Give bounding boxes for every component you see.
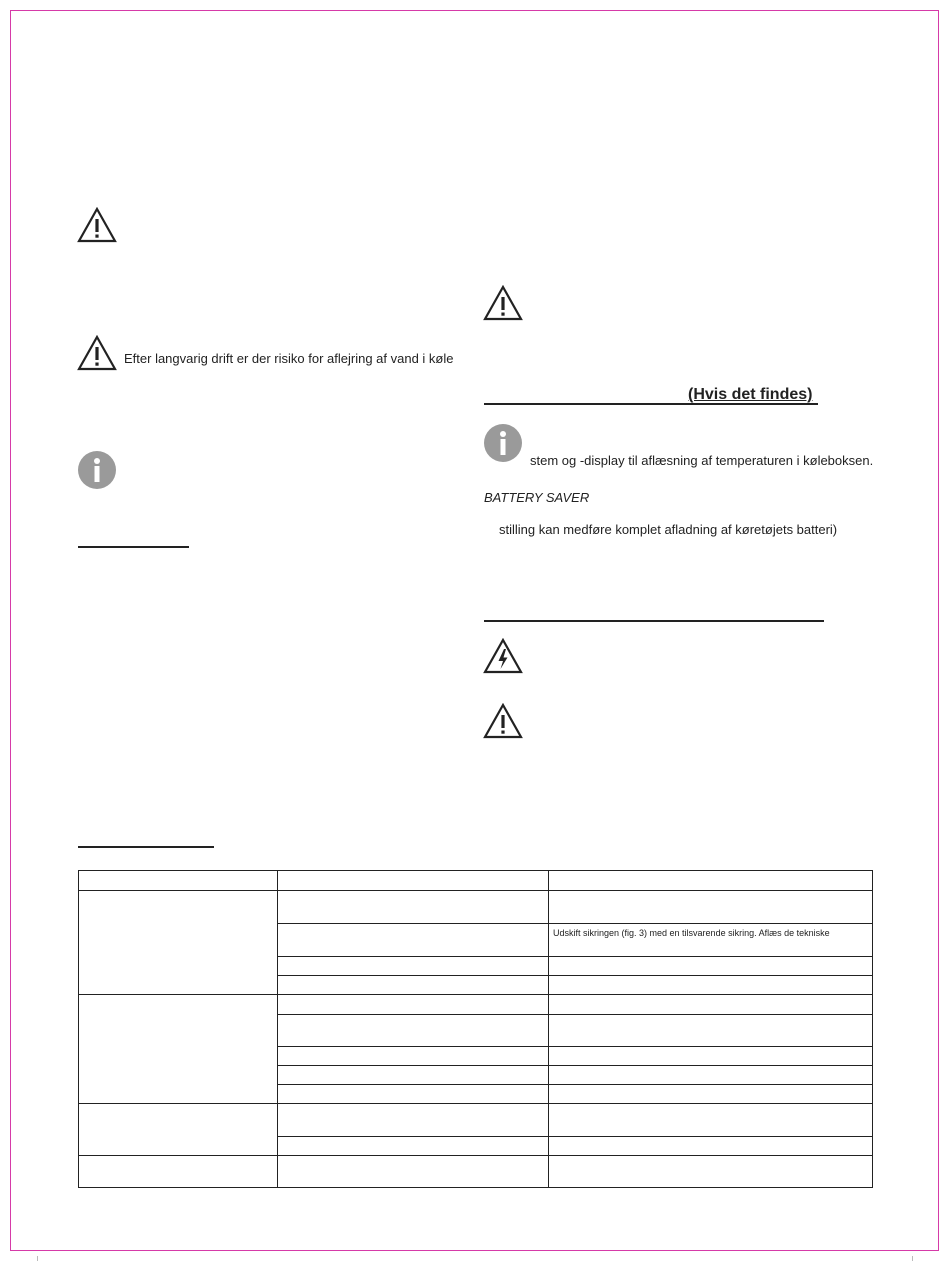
table-cell [278,1085,549,1104]
table-cell [549,1137,873,1156]
table-cell [549,976,873,995]
table-cell [79,891,278,995]
table-cell [278,1156,549,1188]
table-cell [549,995,873,1015]
table-cell [278,1066,549,1085]
table-row [79,1156,873,1188]
table-cell [549,891,873,924]
table-cell [79,1104,278,1156]
table-row [79,891,873,924]
thermometer-info-text: stem og -display til aflæsning af temperaturen i køleboksen. [530,453,874,468]
table-cell [549,1085,873,1104]
table-row [79,1104,873,1137]
table-cell [549,1066,873,1085]
crop-mark [37,1256,38,1261]
crop-mark [912,1256,913,1261]
table-header-row [79,871,873,891]
table-cell [278,1137,549,1156]
battery-saver-label: BATTERY SAVER [484,490,590,505]
electric-hazard-icon [483,638,523,674]
table-cell [79,1156,278,1188]
warning-triangle-icon [483,285,523,321]
section-heading: (Hvis det findes) [688,386,813,403]
table-cell [278,1047,549,1066]
section-heading-rule [78,546,189,548]
battery-discharge-note: stilling kan medføre komplet afladning af køretøjets batteri) [499,522,838,537]
troubleshooting-table [78,870,873,1188]
fuse-remedy-cell: Udskift sikringen (fig. 3) med en tilsvarende sikring. Aflæs de tekniske [549,924,873,957]
table-cell [549,1104,873,1137]
table-cell [549,1015,873,1047]
table-cell [278,957,549,976]
info-icon [484,424,522,462]
table-cell [278,1015,549,1047]
warning-triangle-icon [483,703,523,739]
condensation-warning-text: Efter langvarig drift er der risiko for aflejring af vand i køle [124,351,454,366]
table-cell [79,995,278,1104]
table-cell [549,1156,873,1188]
table-cell [278,891,549,924]
table-cell [278,995,549,1015]
table-row [79,995,873,1015]
table-cell [278,976,549,995]
warning-triangle-icon [77,335,117,371]
table-cell [79,871,278,891]
table-cell [549,1047,873,1066]
warning-triangle-icon [77,207,117,243]
info-icon [78,451,116,489]
section-heading-rule [484,620,824,622]
table-cell [278,1104,549,1137]
table-cell [278,871,549,891]
table-cell [549,957,873,976]
table-cell [278,924,549,957]
troubleshooting-heading-rule [78,846,214,848]
table-cell [549,871,873,891]
